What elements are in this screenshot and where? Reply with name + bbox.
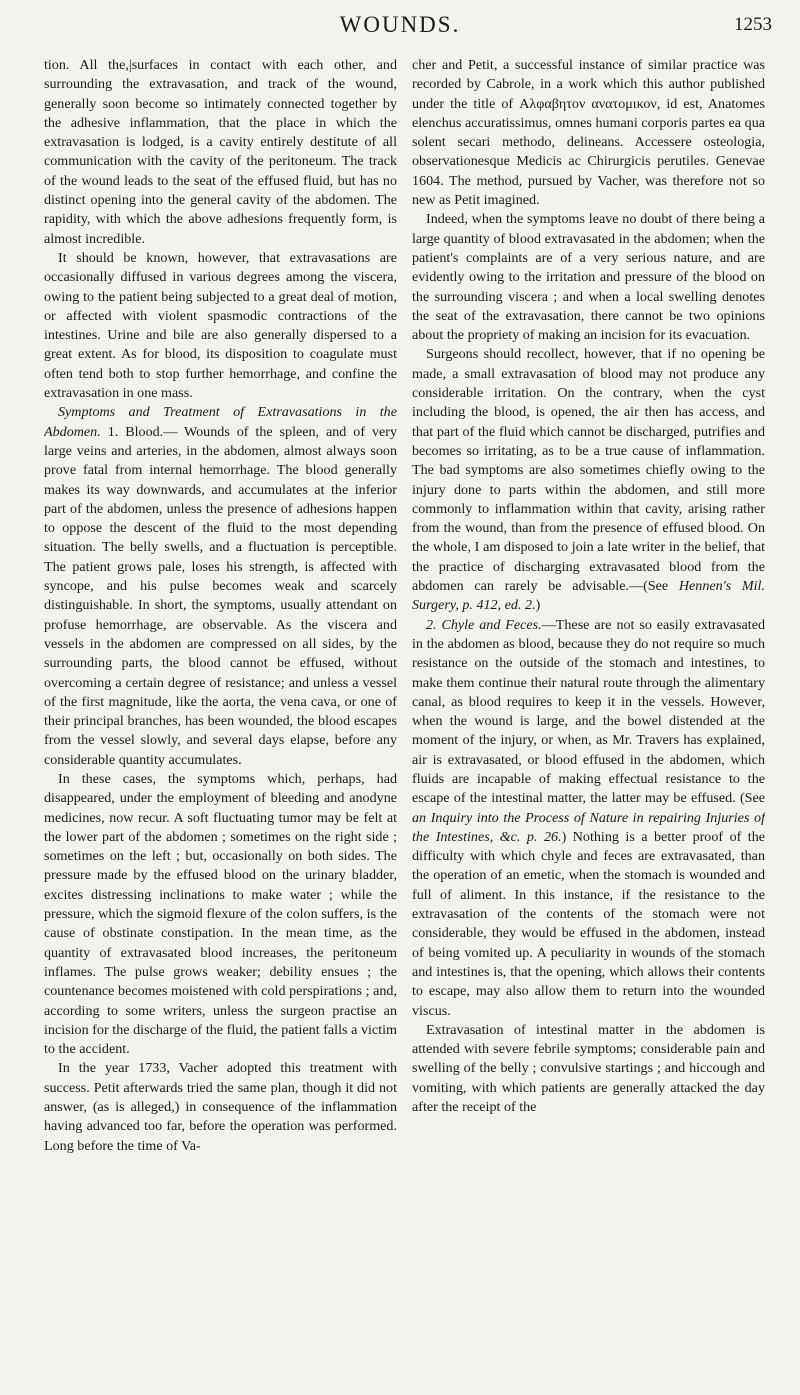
- left-column: [44, 56, 397, 1391]
- paragraph: [412, 345, 765, 615]
- greek-title: Αλφαβητον ανατομικον: [519, 95, 657, 112]
- paragraph-text: — Wounds of the spleen, and of very large veins and arteries, in the abdomen, almost always soon prove fatal from internal hemorrhage. The blood generally makes its way downwards, and accumulates at the inferior part of the abdomen, unless the presence of adhesions happen to oppose the descent of the fluid to the most depending situation. The belly swells, and a fluctuation is perceptible. The patient grows pale, loses his strength, is affected with syncope, and his pulse becomes weak and scarcely distinguishable. In short, the symptoms, usually attendant on profuse hemorrhage, are observable. As the viscera and vessels in the abdomen are compressed on all sides, by the surrounding parts, the blood cannot be effused, without overcoming a certain degree of resistance; and unless a vessel of the first magnitude, like the aorta, the vena cava, or one of their principal branches, has been wounded, the blood escapes from the vessel slowly, and several days elapse, before any considerable quantity accumulates.: [44, 423, 397, 768]
- paragraph: [412, 56, 765, 210]
- paragraph-text: , id est, Anatomes elenchus accuratissimus, omnes humani corporis partes ea qua solent secari methodo, delineans. Accessere osteologia, observationesque Medicis ac Chirurgicis perutiles. Genevae 1604. The method, pursued by Vacher, was therefore not so new as Petit imagined.: [412, 95, 765, 209]
- running-title: WOUNDS.: [339, 12, 461, 37]
- paragraph: It should be known, however, that extravasations are occasionally diffused in various degrees among the viscera, owing to the patient being subjected to a great deal of motion, or affected with violent spasmodic contractions of the intestines. Urine and bile are also generally dispersed to a great extent. As for blood, its disposition to coagulate must often tend both to stop further hemorrhage, and confine the extravasation in one mass.: [44, 249, 397, 402]
- paragraph-text: ) Nothing is a better proof of the difficulty with which chyle and feces are extravasated, than the operation of an emetic, when the stomach is wounded and full of aliment. In this instance, if the resistance to the extravasation of the contents of the stomach were not considerable, they would be effused in the abdomen, instead of being vomited up. A peculiarity in wounds of the stomach and intestines is, that the opening, which allows their contents to escape, may also allow them to return into the wounded viscus.: [412, 828, 765, 1019]
- paragraph-text: ): [535, 597, 541, 614]
- paragraph: Indeed, when the symptoms leave no doubt of there being a large quantity of blood extravasated in the abdomen; when the patient's complaints are of a very serious nature, and are evidently owing to the irritation and pressure of the blood on the surrounding viscera ; and when a local swelling denotes the seat of the extravasation, there cannot be two opinions about the propriety of making an incision for its evacuation.: [412, 211, 765, 344]
- paragraph: In these cases, the symptoms which, perhaps, had disappeared, under the employment of bleeding and anodyne medicines, now recur. A soft fluctuating tumor may be felt at the lower part of the abdomen ; sometimes on the right side ; sometimes on the left ; but, occasionally on both sides. The pressure made by the effused blood on the urinary bladder, excites distressing inclinations to make water ; while the pressure, which the sigmoid flexure of the colon suffers, is the cause of obstinate constipation. In the mean time, as the quantity of extravasated blood increases, the peritoneum inflames. The pulse grows weaker; debility ensues ; the countenance becomes moistened with cold perspirations ; and, according to some writers, unless the surgeon practise an incision for the discharge of the fluid, the patient falls a victim to the accident.: [44, 770, 397, 1058]
- citation: Hennen's Mil. Surgery, p. 412, ed. 2.: [412, 578, 765, 614]
- running-head: [0, 12, 800, 42]
- paragraph-text: —These are not so easily extravasated in the abdomen as blood, because they do not require so much resistance on the outside of the stomach and intestines, to make them continue their natural route through the alimentary canal, as blood requires to keep it in the vessels. However, when the wound is large, and the bowel distended at the moment of the injury, or when, as Mr. Travers has explained, air is extravasated, or blood effused in the abdomen, which fluids are incapable of making effectual resistance to the escape of the intestinal matter, the latter may be effused. (See: [412, 616, 765, 807]
- page-number: 1253: [734, 14, 772, 35]
- section-heading: Symptoms and Treatment of Extravasations in the Abdomen.: [44, 404, 397, 440]
- paragraph: [44, 403, 397, 770]
- citation: an Inquiry into the Process of Nature in repairing Injuries of the Intestines, &c. p. 26.: [412, 809, 765, 845]
- right-column: [412, 56, 765, 1391]
- subsection-number: 1. Blood.: [107, 423, 164, 440]
- subsection-heading: 2. Chyle and Feces.: [426, 616, 542, 633]
- paragraph-text: Surgeons should recollect, however, that if no opening be made, a small extravasation of blood may not produce any considerable irritation. On the contrary, when the cyst including the blood, is opened, the air then has access, and that part of the fluid which cannot be discharged, putrifies and becomes so irritating, as to be a true cause of inflammation. The bad symptoms are also sometimes chiefly owing to the injury done to parts within the abdomen, and still more commonly to inflammation within that cavity, arising rather from the wound, than from the presence of effused blood. On the whole, I am disposed to join a late writer in the belief, that the practice of discharging extravasated blood from the abdomen can rarely be advisable.—(See: [412, 346, 765, 595]
- paragraph: In the year 1733, Vacher adopted this treatment with success. Petit afterwards tried the same plan, though it did not answer, (as is alleged,) in consequence of the inflammation having advanced too far, before the operation was performed. Long before the time of Va-: [44, 1060, 397, 1154]
- paragraph-text: cher and Petit, a successful instance of similar practice was recorded by Cabrole, in a work which this author published under the title of: [412, 57, 765, 112]
- paragraph: tion. All the,|surfaces in contact with each other, and surrounding the extravasation, and track of the wound, generally soon become so intimately connected together by the adhesive inflammation, that the place in which the extravasation is lodged, is a cavity entirely destitute of all communication with the cavity of the peritoneum. The track of the wound leads to the seat of the effused fluid, but has no distinct opening into the general cavity of the abdomen. The rapidity, with which the above adhesions frequently form, is almost incredible.: [44, 57, 397, 247]
- paragraph: Extravasation of intestinal matter in the abdomen is attended with severe febrile symptoms; considerable pain and swelling of the belly ; convulsive startings ; and hiccough and vomiting, with which patients are generally attacked the day after the receipt of the: [412, 1021, 765, 1116]
- paragraph: [412, 616, 765, 1021]
